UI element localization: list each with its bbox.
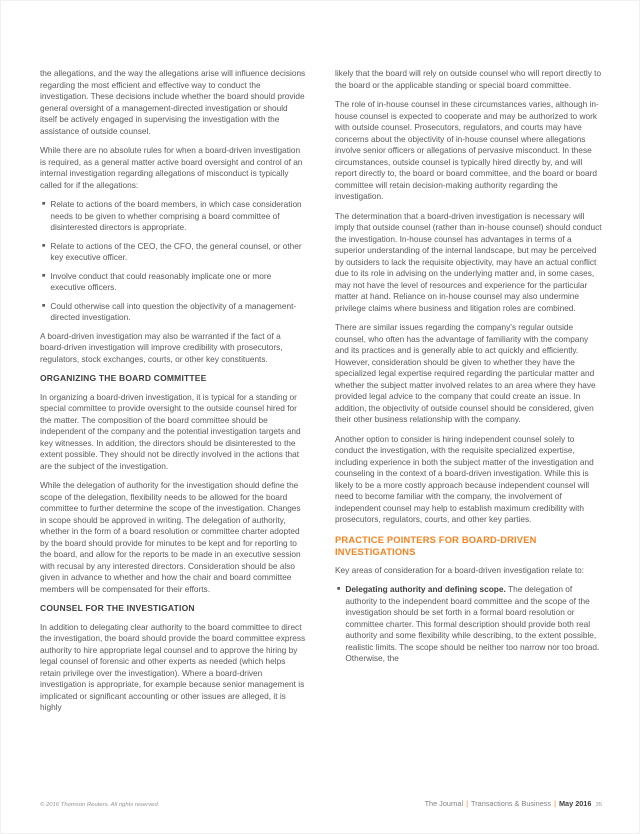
section-heading: ORGANIZING THE BOARD COMMITTEE: [40, 373, 207, 383]
bullet-square-icon: ■: [42, 272, 46, 279]
bullet-square-icon: ■: [42, 242, 46, 249]
paragraph: Another option to consider is hiring independent counsel solely to conduct the investigation, with the requisite specialized expertise, including experience in both the subject matter of the investigation and counseling in the context of a board-driven investigation. While this is likely to be a more costly approach because independent counsel will need to become familiar with the company, the involvement of independent counsel may help to establish maximum credibility with prosecutors, regulators, courts, and other key parties.: [335, 433, 594, 524]
paragraph: A board-driven investigation may also be warranted if the fact of a board-driven investigation will improve credibility with prosecutors, regulators, stock exchanges, courts, or other key constituents.: [40, 330, 283, 364]
page-footer: [40, 799, 602, 808]
paragraph: the allegations, and the way the allegations arise will influence decisions regarding the most efficient and effective way to conduct the investigation. These decisions include whether the board should provide general oversight of a management-directed investigation or should itself be actively engaged in supervising the investigation with the assistance of outside counsel.: [40, 68, 306, 136]
paragraph: While the delegation of authority for the investigation should define the scope of the delegation, flexibility needs to be allowed for the board committee to further determine the scope of the investigation. Changes in scope should be approved in writing. The delegation of authority, whether in the form of a board resolution or committee charter adopted by the board should provide for minutes to be kept and for reporting to the board, and allow for the reports to be made in an executive session with recusal by any interested directors. Consideration should be also given in advance to whether and how the chair and board committee members will be compensated for their efforts.: [40, 480, 301, 594]
bullet-text: Relate to actions of the CEO, the CFO, the general counsel, or other key executive officer.: [50, 240, 302, 262]
bullet-text: Relate to actions of the board members, in which case consideration needs to be given to whether comprising a board committee of disinterested directors is appropriate.: [50, 199, 302, 232]
section-heading-accent: PRACTICE POINTERS FOR BOARD-DRIVEN INVESTIGATIONS: [335, 534, 537, 557]
bullet-text: Involve conduct that could reasonably implicate one or more executive officers.: [50, 270, 272, 292]
paragraph: likely that the board will rely on outside counsel who will report directly to the board or the applicable standing or special board committee.: [335, 68, 602, 90]
paragraph: In organizing a board-driven investigation, it is typical for a standing or special committee to provide oversight to the outside counsel hired for the matter. The composition of the board committee should be independent of the company and the potential investigation targets and key witnesses. In addition, the directors should be disinterested to the extent possible. They should not be directly involved in the actions that are the subject of the investigation.: [40, 391, 301, 471]
bullet-square-icon: ■: [42, 302, 46, 309]
paragraph: In addition to delegating clear authority to the board committee to direct the investigation, the board should provide the board committee express authority to hire appropriate legal counsel and to approve the hiring by legal counsel of forensic and other experts as needed (which helps retain privilege over the investigation). Where a board-driven investigation is appropriate, for example because senior management is implicated or significant accounting or other issues are alleged, it is highly: [40, 621, 306, 712]
bullet-item: [335, 584, 602, 665]
footer-journal-info: [425, 799, 602, 808]
footer-separator: |: [466, 799, 469, 808]
bullet-square-icon: ■: [42, 201, 46, 207]
paragraph: Key areas of consideration for a board-driven investigation relate to:: [335, 564, 585, 575]
journal-name: The Journal: [424, 799, 464, 808]
right-column: [335, 68, 602, 722]
bullet-lead: Delegating authority and defining scope.: [345, 584, 509, 594]
section-heading: COUNSEL FOR THE INVESTIGATION: [40, 603, 195, 613]
left-column: [40, 68, 307, 722]
paragraph: The role of in-house counsel in these circumstances varies, although in-house counsel is expected to cooperate and may be authorized to work with outside counsel. Prosecutors, regulators, and courts may have concerns about the objectivity of in-house counsel where allegations involve senior officers or allegations of pervasive misconduct. In these circumstances, outside counsel is typically hired directly by, and will report directly to, the board or board committee, and the board or board committee will retain decision-making authority regarding the investigation.: [335, 99, 599, 201]
bullet-item: [40, 199, 307, 234]
footer-separator: |: [554, 799, 556, 808]
bullet-item: [40, 301, 307, 324]
article-body: [40, 68, 602, 722]
paragraph: There are similar issues regarding the company's regular outside counsel, who often has the advantage of familiarity with the company and its practices and is generally able to act quickly and efficiently. However, consideration should be given to whether they have the specialized legal expertise required regarding the particular matter and whether the subject matter involved relates to an area where they have provided legal advice to the company that could create an issue. In addition, the objectivity of outside counsel should be considered, given their other business relationship with the company.: [335, 322, 596, 424]
paragraph: While there are no absolute rules for when a board-driven investigation is required, as a general matter active board oversight and control of an internal investigation regarding allegations of misconduct is typically called for if the allegations:: [40, 145, 303, 190]
bullet-item: [40, 271, 307, 294]
bullet-square-icon: ■: [337, 586, 341, 592]
bullet-item: [40, 241, 307, 264]
copyright-text: © 2016 Thomson Reuters. All rights reserved.: [40, 802, 160, 808]
paragraph: The determination that a board-driven investigation is necessary will imply that outside counsel (rather than in-house counsel) should conduct the investigation. In-house counsel has advantages in terms of a superior understanding of the internal landscape, but may be perceived by outsiders to lack the requisite objectivity, may have an actual conflict due to its role in advising on the underlying matter and, in some cases, may not have the level of resources and experience for the particular matter at hand. Reliance on in-house counsel may also undermine privilege claims where business and litigation roles are combined.: [335, 210, 602, 313]
bullet-text: Delegating authority and defining scope. The delegation of authority to the independent board committee and the scope of the investigation should be set forth in a formal board resolution or committee charter. This formal description should provide both real authority and some flexibility while describing, to the extent possible, realistic limits. The scope should be neither too narrow nor too broad. Otherwise, the: [345, 584, 600, 663]
bullet-text: Could otherwise call into question the objectivity of a management-directed investigation.: [50, 300, 297, 322]
journal-section: Transactions & Business: [471, 799, 552, 808]
page-number: 35: [595, 802, 602, 808]
journal-issue: May 2016: [558, 799, 592, 808]
